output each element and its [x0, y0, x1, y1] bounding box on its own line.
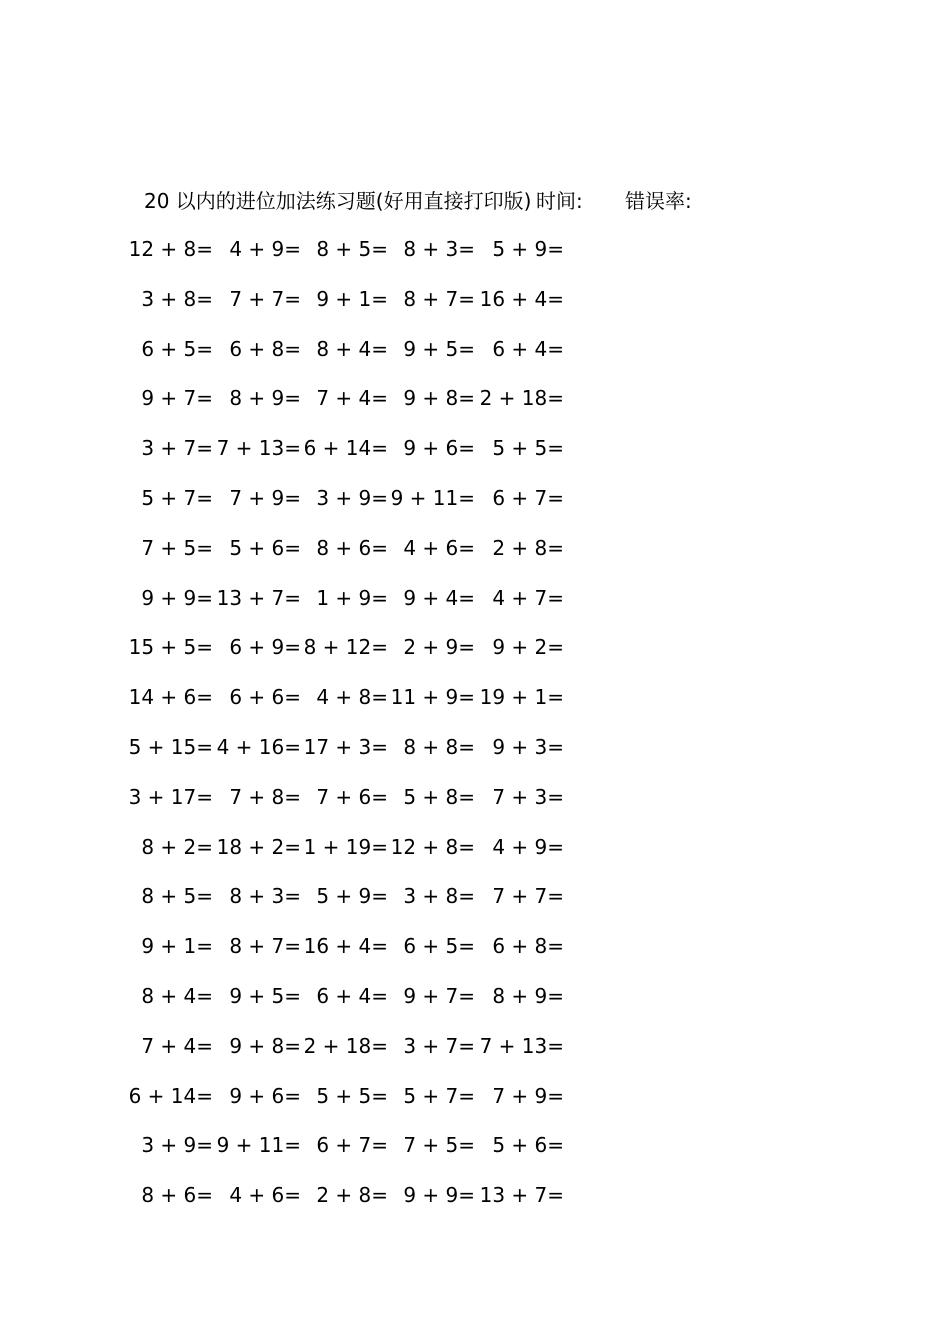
addition-problem: 8 + 5= — [141, 884, 213, 909]
addition-problem: 5 + 5= — [492, 436, 564, 461]
addition-problem: 17 + 3= — [303, 735, 388, 759]
addition-problem: 13 + 7= — [216, 585, 301, 610]
addition-problem: 6 + 8= — [229, 336, 301, 361]
time-label: 时间: — [536, 189, 583, 213]
addition-problem: 7 + 4= — [316, 386, 388, 411]
addition-problem: 3 + 8= — [403, 884, 475, 909]
addition-problem: 8 + 7= — [403, 286, 475, 311]
addition-problem: 9 + 9= — [141, 585, 213, 610]
addition-problem: 4 + 8= — [316, 685, 388, 710]
addition-problem: 9 + 7= — [141, 386, 213, 411]
addition-problem: 5 + 8= — [403, 784, 475, 809]
addition-problem: 4 + 16= — [216, 735, 301, 759]
addition-problem: 19 + 1= — [479, 685, 564, 710]
addition-problem: 9 + 2= — [492, 635, 564, 660]
error-rate-label: 错误率: — [625, 189, 692, 213]
addition-problem: 8 + 12= — [303, 635, 388, 660]
addition-problem: 6 + 7= — [492, 486, 564, 510]
addition-problem: 3 + 7= — [403, 1033, 475, 1058]
addition-problem: 5 + 7= — [403, 1083, 475, 1108]
addition-problem: 8 + 5= — [316, 237, 388, 261]
addition-problem: 2 + 18= — [479, 386, 564, 411]
addition-problem: 7 + 8= — [229, 784, 301, 809]
addition-problem: 2 + 18= — [303, 1033, 388, 1058]
addition-problem: 9 + 9= — [403, 1183, 475, 1208]
addition-problem: 6 + 9= — [229, 635, 301, 660]
addition-problem: 8 + 3= — [229, 884, 301, 909]
addition-problem: 9 + 5= — [403, 336, 475, 361]
addition-problem: 9 + 11= — [390, 486, 475, 510]
addition-problem: 6 + 6= — [229, 685, 301, 710]
addition-problem: 7 + 5= — [141, 535, 213, 560]
addition-problem: 6 + 5= — [141, 336, 213, 361]
addition-problem: 8 + 3= — [403, 237, 475, 261]
addition-problem: 9 + 3= — [492, 735, 564, 759]
worksheet-title: 20 以内的进位加法练习题(好用直接打印版) — [144, 189, 532, 213]
addition-problem: 9 + 1= — [316, 286, 388, 311]
addition-problem: 4 + 9= — [492, 834, 564, 859]
addition-problem: 8 + 4= — [316, 336, 388, 361]
addition-problem: 5 + 7= — [141, 486, 213, 510]
addition-problem: 9 + 5= — [229, 984, 301, 1008]
addition-problem: 7 + 13= — [479, 1033, 564, 1058]
addition-problem: 16 + 4= — [479, 286, 564, 311]
addition-problem: 7 + 7= — [492, 884, 564, 909]
addition-problem: 15 + 5= — [128, 635, 213, 660]
addition-problem: 7 + 5= — [403, 1133, 475, 1158]
addition-problem: 3 + 9= — [316, 486, 388, 510]
addition-problem: 4 + 6= — [403, 535, 475, 560]
addition-problem: 2 + 8= — [316, 1183, 388, 1208]
addition-problem: 9 + 8= — [229, 1033, 301, 1058]
addition-problem: 8 + 2= — [141, 834, 213, 859]
addition-problem: 16 + 4= — [303, 934, 388, 959]
addition-problem: 8 + 4= — [141, 984, 213, 1008]
addition-problem: 9 + 4= — [403, 585, 475, 610]
addition-problem: 5 + 9= — [316, 884, 388, 909]
addition-problem: 3 + 7= — [141, 436, 213, 461]
addition-problem: 7 + 4= — [141, 1033, 213, 1058]
addition-problem: 8 + 7= — [229, 934, 301, 959]
addition-problem: 5 + 6= — [229, 535, 301, 560]
addition-problem: 1 + 9= — [316, 585, 388, 610]
addition-problem: 5 + 6= — [492, 1133, 564, 1158]
addition-problem: 6 + 8= — [492, 934, 564, 959]
addition-problem: 8 + 9= — [229, 386, 301, 411]
addition-problem: 2 + 8= — [492, 535, 564, 560]
addition-problem: 9 + 6= — [403, 436, 475, 461]
addition-problem: 3 + 9= — [141, 1133, 213, 1158]
addition-problem: 7 + 9= — [492, 1083, 564, 1108]
addition-problem: 7 + 13= — [216, 436, 301, 461]
addition-problem: 6 + 14= — [128, 1083, 213, 1108]
addition-problem: 9 + 1= — [141, 934, 213, 959]
addition-problem: 8 + 6= — [141, 1183, 213, 1208]
addition-problem: 5 + 5= — [316, 1083, 388, 1108]
addition-problem: 14 + 6= — [128, 685, 213, 710]
addition-problem: 11 + 9= — [390, 685, 475, 710]
addition-problem: 8 + 6= — [316, 535, 388, 560]
addition-problem: 6 + 7= — [316, 1133, 388, 1158]
addition-problem: 6 + 14= — [303, 436, 388, 461]
addition-problem: 9 + 6= — [229, 1083, 301, 1108]
addition-problem: 12 + 8= — [128, 237, 213, 261]
addition-problem: 13 + 7= — [479, 1183, 564, 1208]
addition-problem: 6 + 4= — [492, 336, 564, 361]
addition-problem: 7 + 6= — [316, 784, 388, 809]
addition-problem: 6 + 5= — [403, 934, 475, 959]
addition-problem: 5 + 15= — [128, 735, 213, 759]
addition-problem: 6 + 4= — [316, 984, 388, 1008]
addition-problem: 4 + 7= — [492, 585, 564, 610]
addition-problem: 4 + 9= — [229, 237, 301, 261]
addition-problem: 8 + 9= — [492, 984, 564, 1008]
addition-problem: 4 + 6= — [229, 1183, 301, 1208]
addition-problem: 8 + 8= — [403, 735, 475, 759]
addition-problem: 18 + 2= — [216, 834, 301, 859]
addition-problem: 7 + 7= — [229, 286, 301, 311]
addition-problem: 7 + 9= — [229, 486, 301, 510]
addition-problem: 7 + 3= — [492, 784, 564, 809]
addition-problem: 9 + 11= — [216, 1133, 301, 1158]
addition-problem: 12 + 8= — [390, 834, 475, 859]
addition-problem: 9 + 7= — [403, 984, 475, 1008]
addition-problem: 3 + 8= — [141, 286, 213, 311]
addition-problem: 5 + 9= — [492, 237, 564, 261]
addition-problem: 3 + 17= — [128, 784, 213, 809]
addition-problem: 9 + 8= — [403, 386, 475, 411]
addition-problem: 2 + 9= — [403, 635, 475, 660]
addition-problem: 1 + 19= — [303, 834, 388, 859]
